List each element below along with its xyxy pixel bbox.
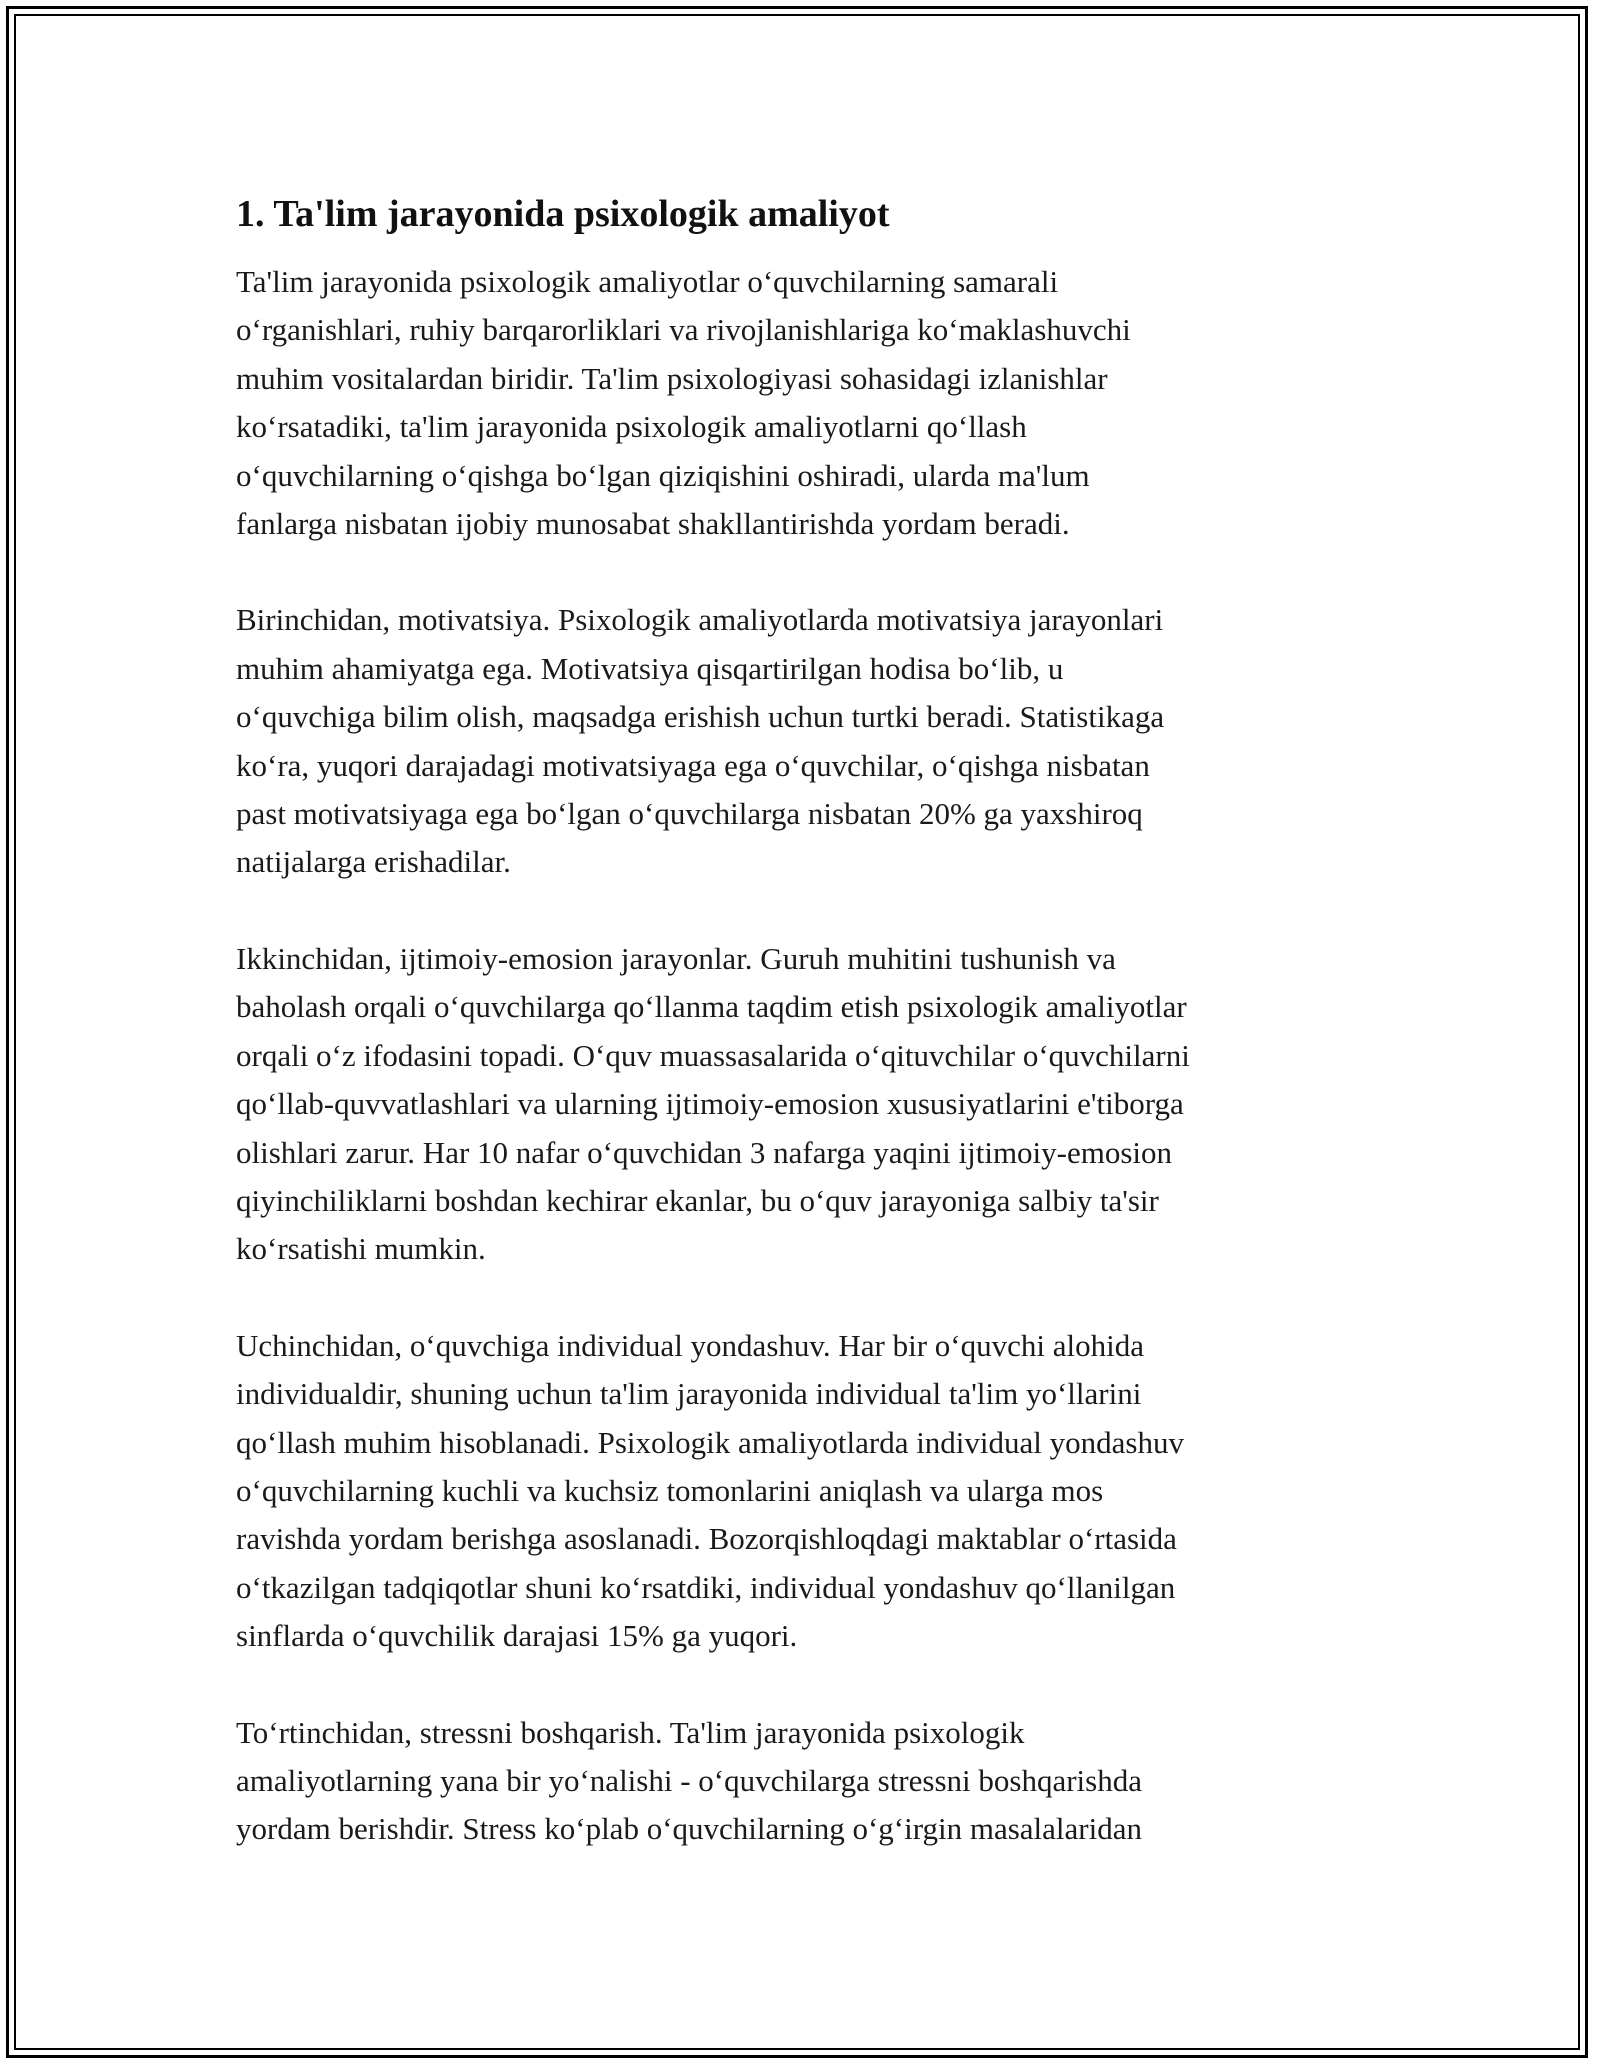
paragraph-stress-management: To‘rtinchidan, stressni boshqarish. Ta'lim jarayonida psixologik amaliyotlarning yana bir yo‘nalishi - o‘quvchilarga stressni boshqarishda yordam berishdir. Stress ko‘plab o‘quvchilarning o‘g‘irgin masalalaridan — [236, 1714, 1142, 1847]
paragraph-individual-approach: Uchinchidan, o‘quvchiga individual yondashuv. Har bir o‘quvchi alohida individualdir, shuning uchun ta'lim jarayonida individual ta'lim yo‘llarini qo‘llash muhim hisoblanadi. Psixologik amaliyotlarda individual yondashuv o‘quvchilarning kuchli va kuchsiz tomonlarini aniqlash va ularga mos ravishda yordam berishga asoslanadi. Bozorqishloqdagi maktablar o‘rtasida o‘tkazilgan tadqiqotlar shuni ko‘rsatdiki, individual yondashuv qo‘llanilgan sinflarda o‘quvchilik darajasi 15% ga yuqori. — [236, 1327, 1184, 1654]
paragraph-social-emotional: Ikkinchidan, ijtimoiy-emosion jarayonlar. Guruh muhitini tushunish va baholash orqali o‘quvchilarga qo‘llanma taqdim etish psixologik amaliyotlar orqali o‘z ifodasini topadi. O‘quv muassasalarida o‘qituvchilar o‘quvchilarni qo‘llab-quvvatlashlari va ularning ijtimoiy-emosion xususiyatlarini e'tiborga olishlari zarur. Har 10 nafar o‘quvchidan 3 nafarga yaqini ijtimoiy-emosion qiyinchiliklarni boshdan kechirar ekanlar, bu o‘quv jarayoniga salbiy ta'sir ko‘rsatishi mumkin. — [236, 940, 1190, 1267]
paragraph-motivation: Birinchidan, motivatsiya. Psixologik amaliyotlarda motivatsiya jarayonlari muhim ahamiyatga ega. Motivatsiya qisqartirilgan hodisa bo‘lib, u o‘quvchiga bilim olish, maqsadga erishish uchun turtki beradi. Statistikaga ko‘ra, yuqori darajadagi motivatsiyaga ega o‘quvchilar, o‘qishga nisbatan past motivatsiyaga ega bo‘lgan o‘quvchilarga nisbatan 20% ga yaxshiroq natijalarga erishadilar. — [236, 602, 1165, 880]
document-body — [236, 186, 1366, 1902]
paragraph-intro: Ta'lim jarayonida psixologik amaliyotlar o‘quvchilarning samarali o‘rganishlari, ruhiy barqarorliklari va rivojlanishlariga ko‘maklashuvchi muhim vositalardan biridir. Ta'lim psixologiyasi sohasidagi izlanishlar ko‘rsatadiki, ta'lim jarayonida psixologik amaliyotlarni qo‘llash o‘quvchilarning o‘qishga bo‘lgan qiziqishini oshiradi, ularda ma'lum fanlarga nisbatan ijobiy munosabat shakllantirishda yordam beradi. — [236, 264, 1131, 542]
section-title: 1. Ta'lim jarayonida psixologik amaliyot — [236, 193, 890, 235]
